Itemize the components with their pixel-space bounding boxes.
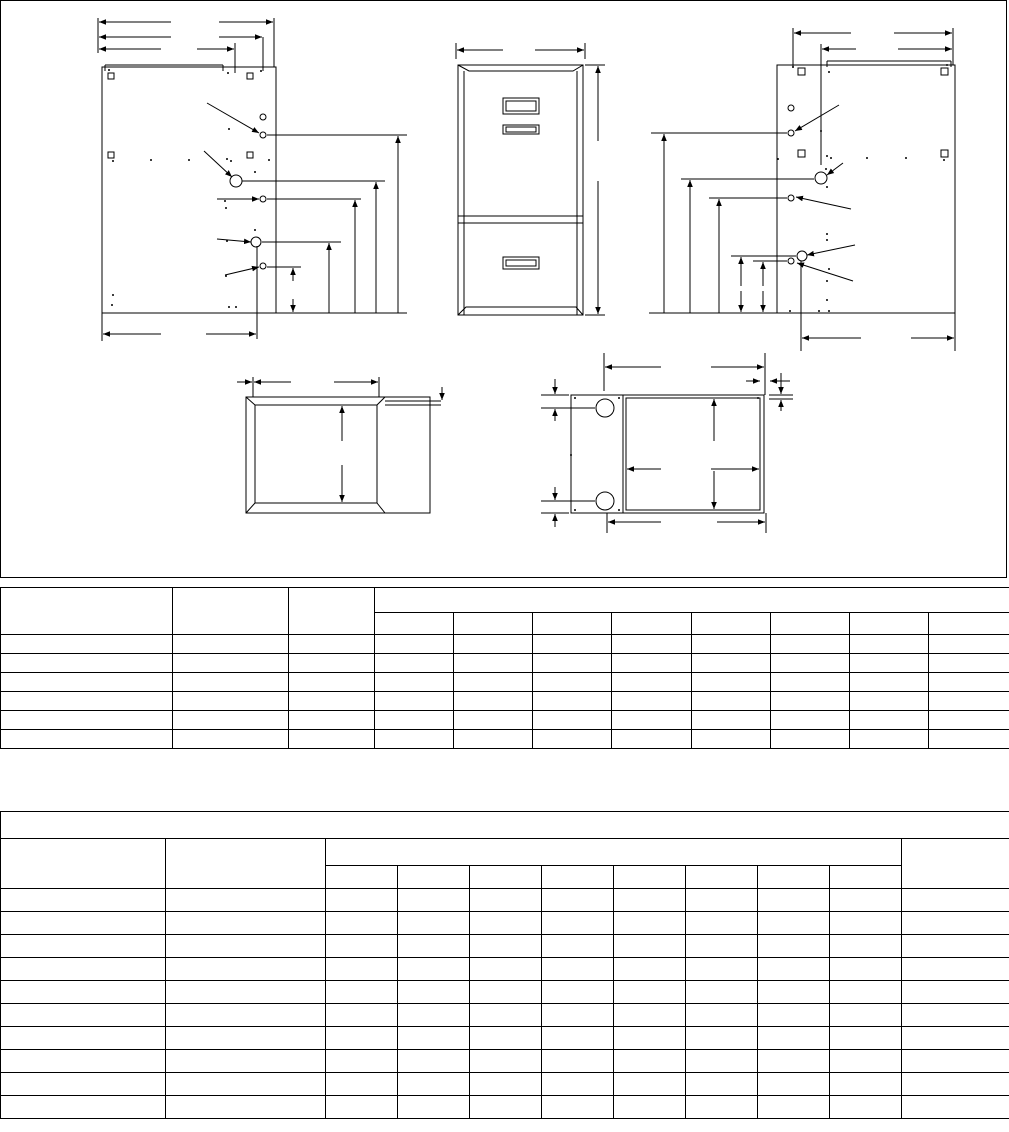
table-cell — [686, 1096, 758, 1119]
table-cell — [398, 958, 470, 981]
table-cell — [470, 958, 542, 981]
table-cell — [850, 654, 929, 673]
table-cell — [1, 1050, 166, 1073]
table-cell — [173, 730, 289, 749]
table-row — [1, 711, 1009, 730]
right-side-view — [649, 28, 955, 351]
table-cell — [542, 912, 614, 935]
table-cell — [929, 711, 1009, 730]
table-2-header-cell — [326, 839, 902, 866]
table-cell — [289, 654, 375, 673]
table-cell — [166, 1073, 326, 1096]
table-cell — [686, 935, 758, 958]
table-cell — [166, 1050, 326, 1073]
table-cell — [173, 673, 289, 692]
table-2-header-cell — [166, 839, 326, 889]
left-side-view — [98, 18, 407, 341]
table-cell — [398, 912, 470, 935]
table-2-title-row — [1, 812, 1009, 839]
table-row — [1, 654, 1009, 673]
table-cell — [1, 1096, 166, 1119]
table-cell — [830, 1027, 902, 1050]
bottom-view — [541, 353, 793, 533]
table-cell — [1, 958, 166, 981]
table-cell — [454, 692, 533, 711]
right-cabinet-outline — [777, 65, 955, 313]
table-cell — [166, 1004, 326, 1027]
table-cell — [692, 673, 771, 692]
table-1-subheader-cell — [692, 613, 771, 635]
table-cell — [375, 654, 454, 673]
table-cell — [398, 1050, 470, 1073]
table-cell — [902, 1073, 1009, 1096]
dimension-table-2 — [0, 811, 1009, 1119]
front-cabinet-outline — [458, 65, 583, 315]
dimension-drawing — [1, 1, 1008, 579]
table-1-subheader-cell — [533, 613, 612, 635]
table-cell — [173, 635, 289, 654]
table-row — [1, 1096, 1009, 1119]
table-1-header-cell — [289, 588, 375, 635]
table-cell — [614, 935, 686, 958]
table-2-subheader-cell — [614, 866, 686, 889]
table-cell — [166, 889, 326, 912]
table-cell — [454, 673, 533, 692]
table-1-subheader-cell — [375, 613, 454, 635]
top-view — [237, 377, 442, 513]
table-cell — [470, 981, 542, 1004]
table-cell — [614, 958, 686, 981]
table-row — [1, 912, 1009, 935]
table-cell — [533, 692, 612, 711]
table-cell — [166, 1096, 326, 1119]
table-cell — [830, 1073, 902, 1096]
table-cell — [758, 981, 830, 1004]
table-cell — [326, 1027, 398, 1050]
table-cell — [612, 673, 692, 692]
table-cell — [470, 1073, 542, 1096]
table-cell — [830, 1004, 902, 1027]
table-cell — [929, 692, 1009, 711]
table-cell — [375, 673, 454, 692]
table-row — [1, 935, 1009, 958]
table-cell — [1, 1004, 166, 1027]
table-cell — [830, 912, 902, 935]
table-cell — [850, 692, 929, 711]
dimension-table-1 — [0, 587, 1009, 749]
table-row — [1, 958, 1009, 981]
table-cell — [830, 958, 902, 981]
table-cell — [614, 1073, 686, 1096]
table-cell — [771, 673, 850, 692]
table-cell — [758, 1096, 830, 1119]
table-cell — [612, 692, 692, 711]
table-cell — [542, 1050, 614, 1073]
table-cell — [1, 654, 173, 673]
bottom-view-outline — [571, 395, 764, 513]
table-cell — [850, 673, 929, 692]
table-cell — [398, 981, 470, 1004]
top-view-outline — [246, 397, 430, 513]
table-cell — [1, 673, 173, 692]
table-row — [1, 1073, 1009, 1096]
table-cell — [289, 692, 375, 711]
table-cell — [692, 730, 771, 749]
left-cabinet-outline — [102, 67, 276, 313]
table-2-subheader-cell — [830, 866, 902, 889]
table-cell — [614, 912, 686, 935]
table-cell — [614, 1027, 686, 1050]
table-cell — [542, 1096, 614, 1119]
table-cell — [326, 1096, 398, 1119]
table-cell — [289, 673, 375, 692]
table-cell — [470, 889, 542, 912]
table-row — [1, 1027, 1009, 1050]
table-cell — [542, 981, 614, 1004]
table-cell — [166, 935, 326, 958]
table-cell — [686, 1027, 758, 1050]
table-cell — [289, 730, 375, 749]
table-cell — [771, 692, 850, 711]
table-cell — [929, 730, 1009, 749]
table-cell — [929, 654, 1009, 673]
table-cell — [902, 958, 1009, 981]
table-cell — [398, 1004, 470, 1027]
table-2-subheader-cell — [470, 866, 542, 889]
table-row — [1, 889, 1009, 912]
table-row — [1, 981, 1009, 1004]
table-row — [1, 635, 1009, 654]
table-row — [1, 1004, 1009, 1027]
table-cell — [612, 730, 692, 749]
table-row — [1, 730, 1009, 749]
table-cell — [686, 958, 758, 981]
table-cell — [454, 730, 533, 749]
table-cell — [758, 1004, 830, 1027]
table-1-subheader-cell — [612, 613, 692, 635]
table-cell — [173, 654, 289, 673]
table-cell — [542, 935, 614, 958]
table-1-header-cell — [375, 588, 1009, 613]
table-cell — [614, 1050, 686, 1073]
table-cell — [533, 654, 612, 673]
table-row — [1, 673, 1009, 692]
table-2-header-row — [1, 839, 1009, 866]
table-cell — [686, 1073, 758, 1096]
table-2-subheader-cell — [542, 866, 614, 889]
table-1-header-cell — [173, 588, 289, 635]
table-cell — [1, 935, 166, 958]
table-cell — [470, 912, 542, 935]
table-cell — [692, 692, 771, 711]
table-1-subheader-cell — [454, 613, 533, 635]
table-1-subheader-cell — [929, 613, 1009, 635]
table-cell — [398, 935, 470, 958]
table-cell — [1, 912, 166, 935]
table-cell — [398, 889, 470, 912]
table-cell — [1, 711, 173, 730]
table-1-header-cell — [1, 588, 173, 635]
table-cell — [686, 912, 758, 935]
table-cell — [533, 711, 612, 730]
table-cell — [929, 635, 1009, 654]
table-cell — [166, 912, 326, 935]
table-cell — [166, 981, 326, 1004]
table-cell — [830, 1050, 902, 1073]
table-cell — [542, 1073, 614, 1096]
table-cell — [173, 692, 289, 711]
table-1-subheader-cell — [771, 613, 850, 635]
table-cell — [614, 981, 686, 1004]
table-2-header-cell — [902, 839, 1009, 889]
table-cell — [758, 1073, 830, 1096]
table-2-title — [1, 812, 1009, 839]
table-cell — [454, 711, 533, 730]
table-cell — [614, 889, 686, 912]
table-cell — [470, 1096, 542, 1119]
table-cell — [614, 1004, 686, 1027]
table-cell — [289, 635, 375, 654]
table-2-subheader-cell — [326, 866, 398, 889]
table-cell — [902, 889, 1009, 912]
table-cell — [830, 889, 902, 912]
table-cell — [1, 635, 173, 654]
table-cell — [902, 981, 1009, 1004]
table-cell — [533, 730, 612, 749]
table-cell — [470, 1050, 542, 1073]
table-cell — [692, 711, 771, 730]
table-cell — [533, 673, 612, 692]
table-cell — [289, 711, 375, 730]
table-2-subheader-cell — [758, 866, 830, 889]
table-cell — [533, 635, 612, 654]
table-cell — [758, 935, 830, 958]
table-cell — [758, 1027, 830, 1050]
table-cell — [173, 711, 289, 730]
table-cell — [771, 635, 850, 654]
table-cell — [850, 711, 929, 730]
table-cell — [758, 889, 830, 912]
table-cell — [1, 692, 173, 711]
table-cell — [1, 981, 166, 1004]
table-row — [1, 1050, 1009, 1073]
table-cell — [326, 1004, 398, 1027]
table-cell — [454, 654, 533, 673]
table-cell — [470, 935, 542, 958]
table-cell — [1, 1073, 166, 1096]
table-cell — [398, 1096, 470, 1119]
table-cell — [375, 692, 454, 711]
table-cell — [902, 935, 1009, 958]
front-view — [456, 43, 605, 315]
table-row — [1, 692, 1009, 711]
table-cell — [686, 981, 758, 1004]
table-cell — [612, 654, 692, 673]
table-2-subheader-cell — [398, 866, 470, 889]
table-cell — [902, 1050, 1009, 1073]
table-cell — [542, 1004, 614, 1027]
table-cell — [542, 958, 614, 981]
table-cell — [758, 1050, 830, 1073]
table-cell — [612, 711, 692, 730]
table-cell — [902, 1027, 1009, 1050]
table-cell — [902, 1004, 1009, 1027]
table-cell — [398, 1027, 470, 1050]
table-2-header-cell — [1, 839, 166, 889]
table-cell — [830, 981, 902, 1004]
table-cell — [454, 635, 533, 654]
table-cell — [614, 1096, 686, 1119]
table-cell — [542, 1027, 614, 1050]
table-cell — [470, 1004, 542, 1027]
table-2-subheader-cell — [686, 866, 758, 889]
table-cell — [542, 889, 614, 912]
table-cell — [326, 935, 398, 958]
table-cell — [326, 1073, 398, 1096]
table-cell — [326, 889, 398, 912]
table-cell — [326, 981, 398, 1004]
table-cell — [771, 654, 850, 673]
table-cell — [326, 912, 398, 935]
table-cell — [470, 1027, 542, 1050]
table-cell — [1, 1027, 166, 1050]
table-cell — [850, 635, 929, 654]
table-1-header-row — [1, 588, 1009, 613]
table-cell — [686, 889, 758, 912]
table-cell — [758, 958, 830, 981]
table-cell — [398, 1073, 470, 1096]
table-cell — [326, 958, 398, 981]
table-cell — [692, 635, 771, 654]
table-cell — [902, 1096, 1009, 1119]
table-cell — [929, 673, 1009, 692]
table-cell — [375, 730, 454, 749]
table-cell — [375, 635, 454, 654]
table-cell — [166, 958, 326, 981]
table-cell — [692, 654, 771, 673]
table-cell — [758, 912, 830, 935]
table-cell — [375, 711, 454, 730]
table-cell — [612, 635, 692, 654]
table-cell — [771, 711, 850, 730]
table-1-subheader-cell — [850, 613, 929, 635]
table-cell — [830, 1096, 902, 1119]
table-cell — [686, 1004, 758, 1027]
table-cell — [850, 730, 929, 749]
table-cell — [326, 1050, 398, 1073]
table-cell — [166, 1027, 326, 1050]
table-cell — [686, 1050, 758, 1073]
table-cell — [1, 889, 166, 912]
table-cell — [1, 730, 173, 749]
table-cell — [771, 730, 850, 749]
table-cell — [830, 935, 902, 958]
table-cell — [902, 912, 1009, 935]
